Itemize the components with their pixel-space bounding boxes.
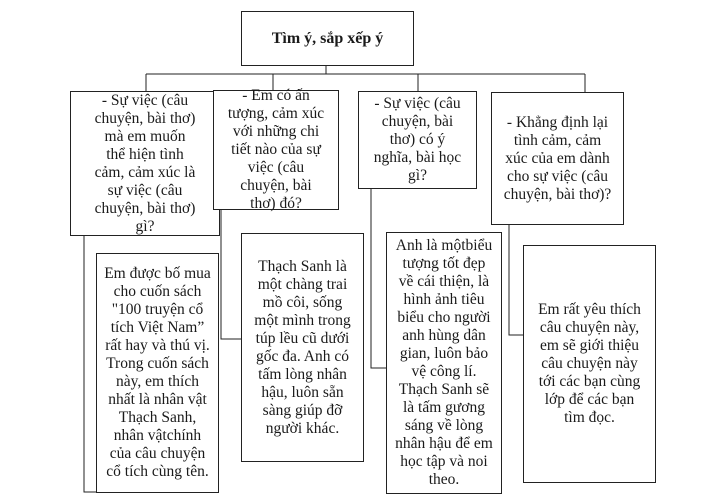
answer-text-3: Anh là mộtbiểu tượng tốt đẹp về cái thiện, là hình ảnh tiêu biểu cho người anh hùng dân gian, luôn bảo vệ công lí. Thạch Sanh sẽ là tấm gương sáng về lòng nhân hậu để em học tập và noi theo. [395,237,493,488]
question-box-4 [491,92,624,225]
question-box-1 [70,91,220,236]
answer-text-2: Thạch Sanh là một chàng trai mồ côi, sống một mình trong túp lều cũ dưới gốc đa. Anh có tấm lòng nhân hậu, luôn sẵn sàng giúp đỡ người khác. [254,257,351,437]
question-text-4: - Khẳng định lại tình cảm, cảm xúc của em dành cho sự việc (câu chuyện, bài thơ)? [503,113,612,203]
answer-text-1: Em được bố mua cho cuốn sách "100 truyện cổ tích Việt Nam” rất hay và thú vị. Trong cuốn sách này, em thích nhất là nhân vật Thạch Sanh, nhân vậtchính của câu chuyện cổ tích cùng tên. [104,265,211,480]
question-text-3: - Sự việc (câu chuyện, bài thơ) có ý nghĩa, bài học gì? [373,95,462,184]
answer-box-1 [96,253,219,493]
answer-box-3 [386,232,502,494]
question-text-1: - Sự việc (câu chuyện, bài thơ) mà em muốn thể hiện tình cảm, cảm xúc là sự việc (câu chuyện, bài thơ) gì? [94,91,196,235]
question-text-2: - Em có ấn tượng, cảm xúc với những chi tiết nào của sự việc (câu chuyện, bài thơ) đó? [227,87,325,212]
question-box-2 [213,87,339,212]
question-box-3 [358,91,477,189]
answer-box-4 [523,245,656,483]
root-node [241,11,414,66]
answer-text-4: Em rất yêu thích câu chuyện này, em sẽ giới thiệu câu chuyện này tới các bạn cùng lớp để các bạn tìm đọc. [538,301,641,426]
root-label: Tìm ý, sắp xếp ý [271,29,384,47]
answer-box-2 [241,233,364,462]
